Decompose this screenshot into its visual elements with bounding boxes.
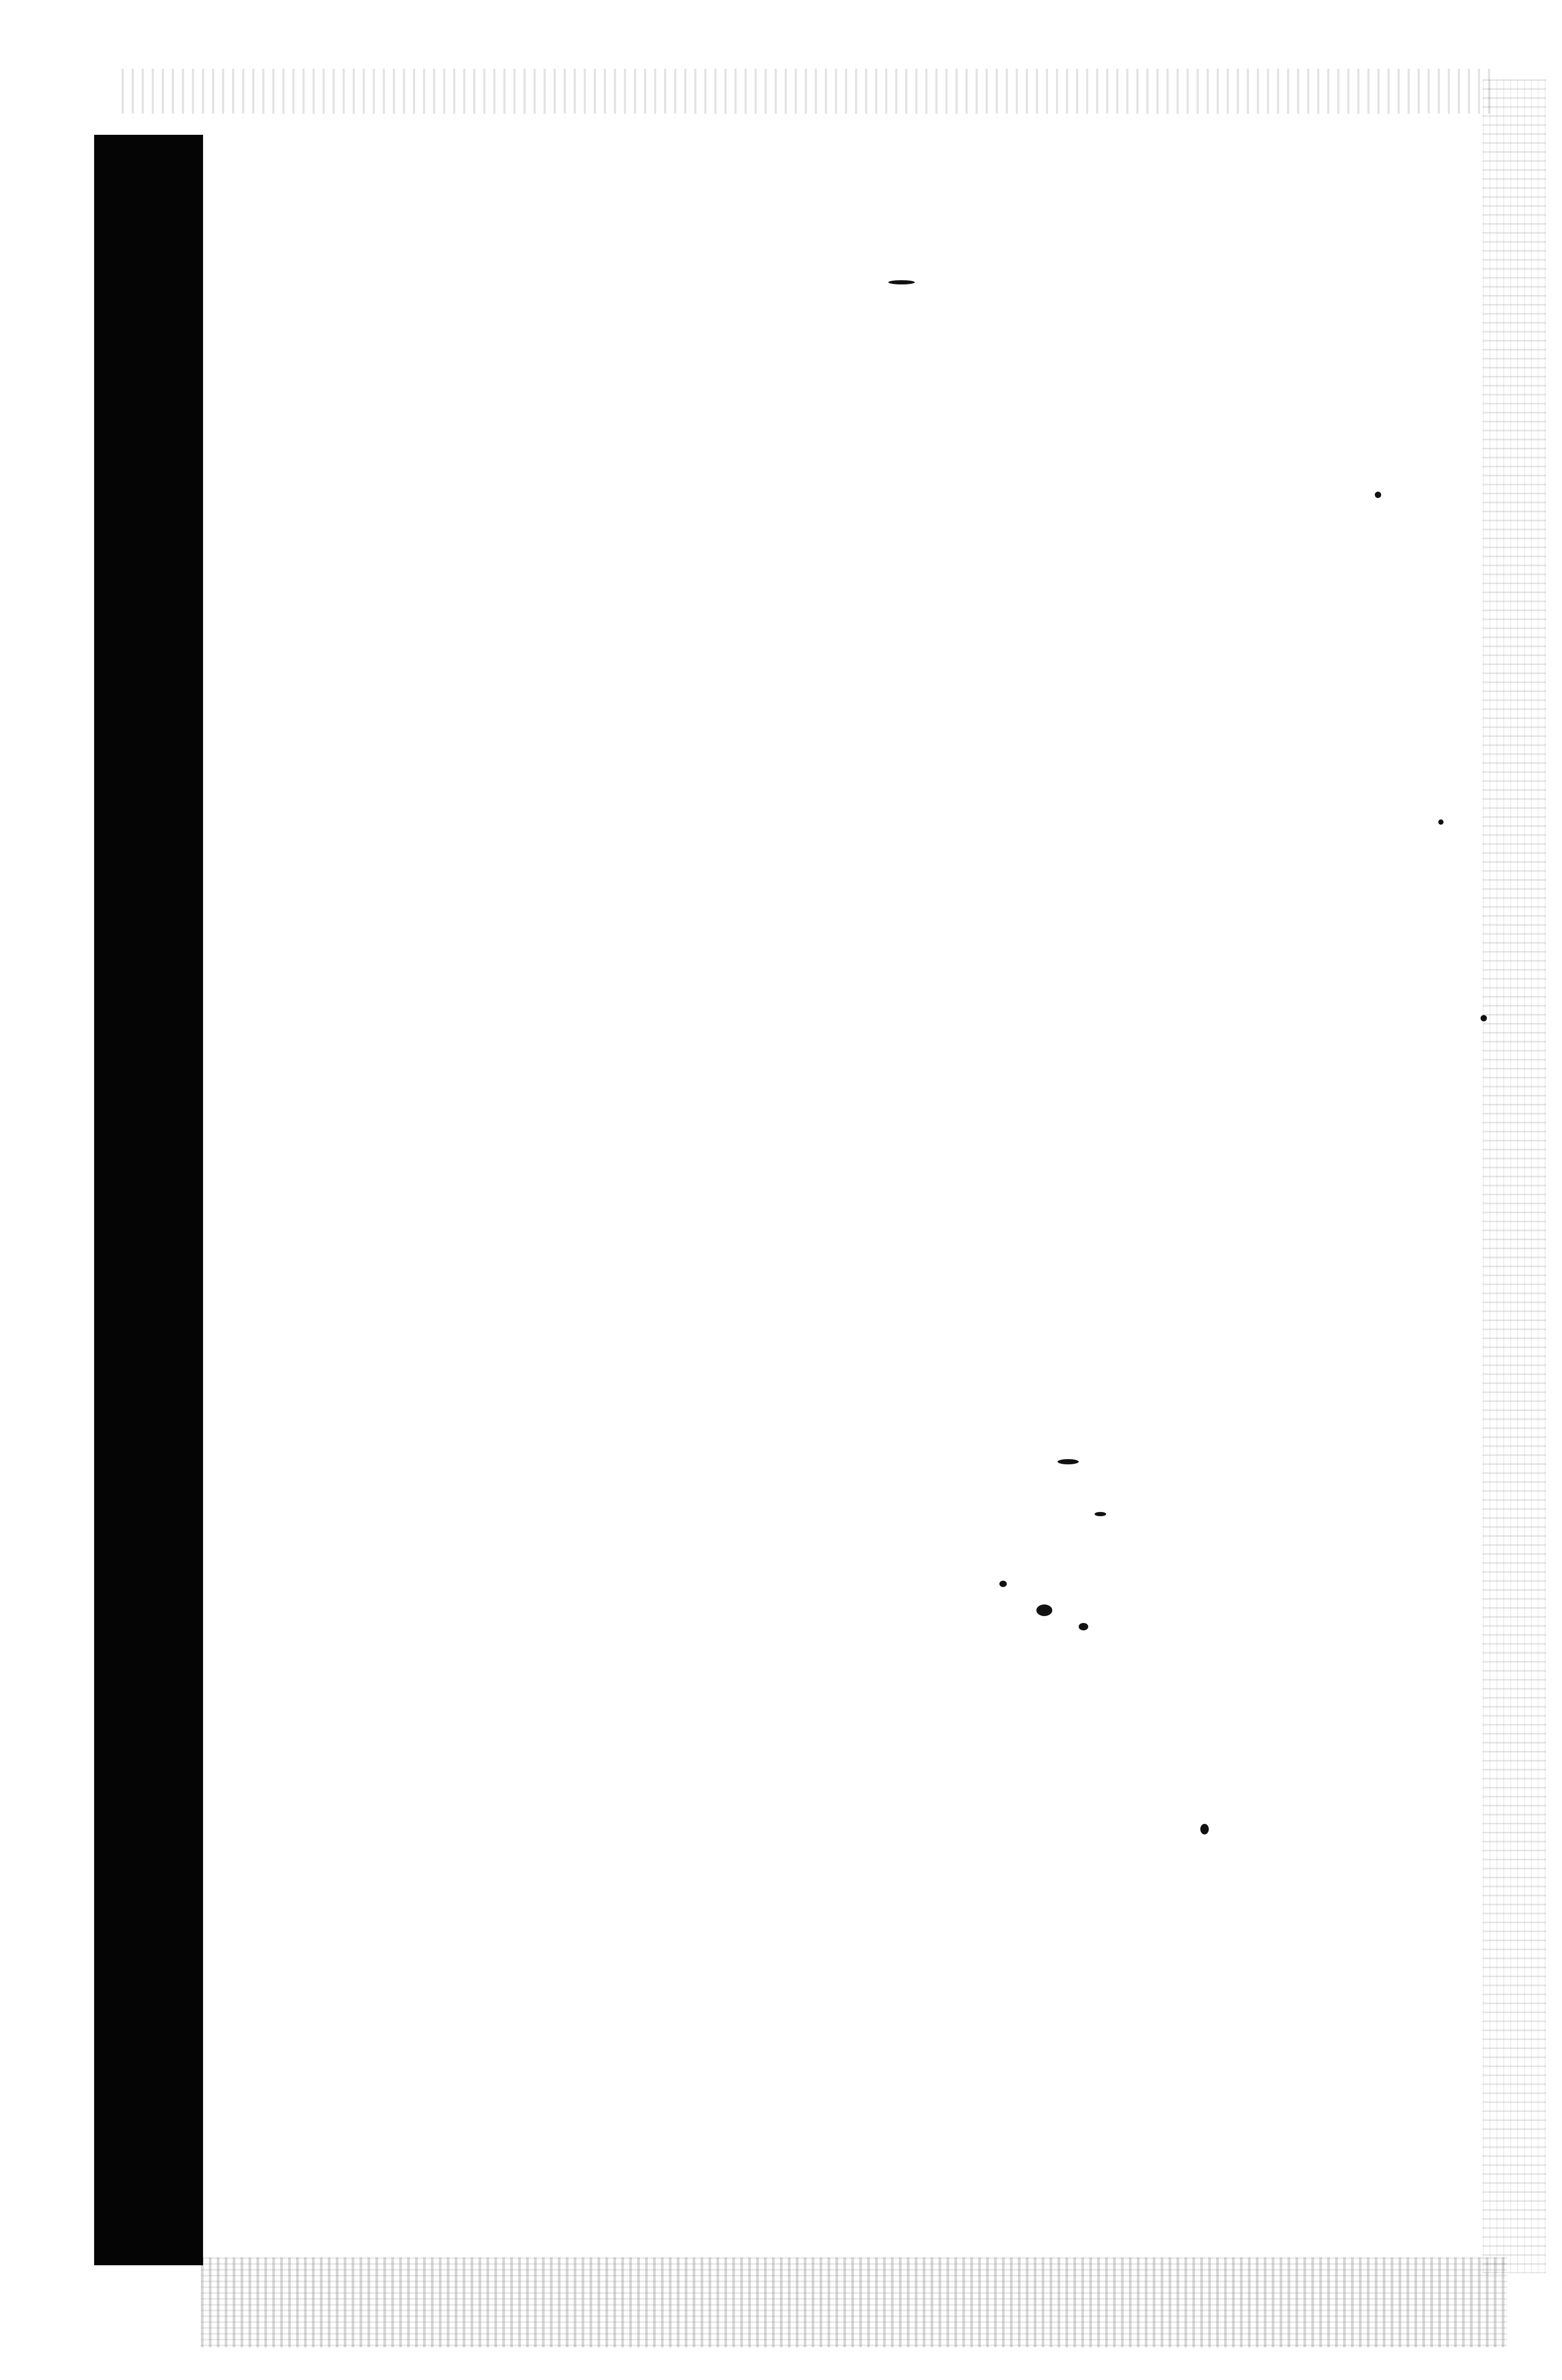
page-bottom-edge-texture xyxy=(201,2257,1507,2347)
ink-speck xyxy=(1095,1512,1106,1516)
ink-speck xyxy=(1481,1015,1487,1021)
ink-speck xyxy=(1036,1604,1052,1616)
ink-speck xyxy=(999,1581,1007,1587)
ink-speck xyxy=(888,280,915,284)
ink-speck xyxy=(1200,1824,1209,1834)
page-right-edge-texture xyxy=(1483,79,1546,2273)
ink-speck xyxy=(1079,1623,1088,1630)
ink-speck xyxy=(1375,492,1381,498)
book-spine-shadow xyxy=(94,135,203,2265)
ink-speck xyxy=(1058,1459,1079,1464)
page-top-edge-texture xyxy=(122,69,1496,114)
ink-speck xyxy=(1438,819,1444,825)
